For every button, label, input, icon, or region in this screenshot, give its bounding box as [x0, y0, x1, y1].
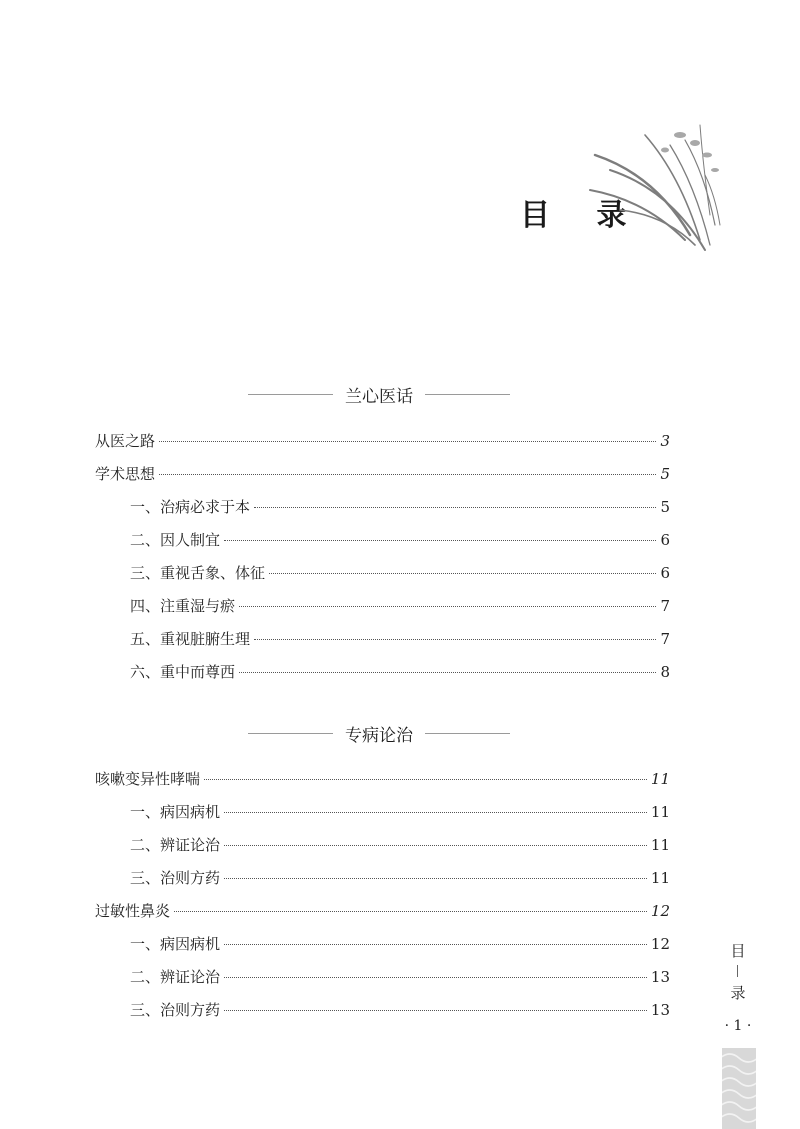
dot-leader [159, 441, 656, 442]
section-header-2 [248, 721, 510, 745]
toc-entry-page: 12 [650, 935, 670, 953]
toc-entry[interactable] [95, 463, 670, 485]
dot-leader [224, 845, 647, 846]
toc-entry-title: 一、病因病机 [130, 935, 221, 953]
toc-entry-title: 一、病因病机 [130, 803, 221, 821]
toc-entry-page: 5 [660, 498, 670, 516]
toc-entry-title: 学术思想 [95, 465, 156, 483]
toc-entry[interactable] [130, 801, 670, 823]
section-title: 兰心医话 [345, 386, 413, 407]
side-tab-divider [737, 965, 738, 977]
dot-leader [159, 474, 656, 475]
dot-leader [224, 944, 647, 945]
toc-entry[interactable] [130, 661, 670, 683]
toc-entry-page: 11 [650, 770, 670, 788]
dot-leader [254, 639, 656, 640]
section-header-1 [248, 382, 510, 406]
toc-entry-title: 一、治病必求于本 [130, 498, 251, 516]
toc-entry-page: 8 [660, 663, 670, 681]
section-title: 专病论治 [345, 725, 413, 746]
dot-leader [239, 672, 656, 673]
toc-entry-page: 3 [660, 432, 670, 450]
dot-leader [224, 812, 647, 813]
toc-entry-title: 咳嗽变异性哮喘 [95, 770, 201, 788]
toc-entry-title: 从医之路 [95, 432, 156, 450]
decorative-pattern [722, 1048, 756, 1129]
side-tab-bottom: 录 [730, 984, 746, 1002]
page-title: 目 录 [520, 198, 645, 233]
toc-entry[interactable] [95, 768, 670, 790]
toc-entry-title: 三、治则方药 [130, 869, 221, 887]
dot-leader [239, 606, 656, 607]
toc-entry-title: 六、重中而尊西 [130, 663, 236, 681]
toc-entry-page: 12 [650, 902, 670, 920]
toc-entry[interactable] [130, 834, 670, 856]
toc-entry[interactable] [130, 529, 670, 551]
toc-entry-page: 6 [660, 564, 670, 582]
toc-entry[interactable] [130, 595, 670, 617]
toc-entry-page: 6 [660, 531, 670, 549]
toc-entry-title: 二、辨证论治 [130, 836, 221, 854]
orchid-illustration [585, 115, 735, 265]
dot-leader [224, 878, 647, 879]
toc-entry[interactable] [130, 999, 670, 1021]
dot-leader [224, 540, 656, 541]
toc-entry-page: 11 [650, 803, 670, 821]
toc-entry[interactable] [130, 966, 670, 988]
toc-entry[interactable] [130, 562, 670, 584]
page-number: · 1 · [724, 1018, 752, 1034]
toc-entry-title: 三、治则方药 [130, 1001, 221, 1019]
side-tab-top: 目 [730, 942, 746, 960]
toc-entry[interactable] [130, 933, 670, 955]
toc-entry-page: 7 [660, 630, 670, 648]
toc-entry[interactable] [95, 900, 670, 922]
toc-entry-page: 13 [650, 968, 670, 986]
dot-leader [224, 1010, 647, 1011]
toc-entry-page: 11 [650, 836, 670, 854]
dot-leader [254, 507, 656, 508]
toc-entry[interactable] [95, 430, 670, 452]
toc-entry-title: 五、重视脏腑生理 [130, 630, 251, 648]
toc-entry-page: 7 [660, 597, 670, 615]
toc-entry[interactable] [130, 867, 670, 889]
dot-leader [174, 911, 647, 912]
dot-leader [204, 779, 647, 780]
toc-entry-title: 二、辨证论治 [130, 968, 221, 986]
toc-entry-title: 三、重视舌象、体征 [130, 564, 266, 582]
toc-entry-title: 二、因人制宜 [130, 531, 221, 549]
dot-leader [269, 573, 656, 574]
toc-entry-page: 5 [660, 465, 670, 483]
toc-entry[interactable] [130, 628, 670, 650]
toc-entry-page: 11 [650, 869, 670, 887]
toc-entry[interactable] [130, 496, 670, 518]
toc-entry-title: 过敏性鼻炎 [95, 902, 171, 920]
toc-entry-page: 13 [650, 1001, 670, 1019]
dot-leader [224, 977, 647, 978]
toc-entry-title: 四、注重湿与瘀 [130, 597, 236, 615]
